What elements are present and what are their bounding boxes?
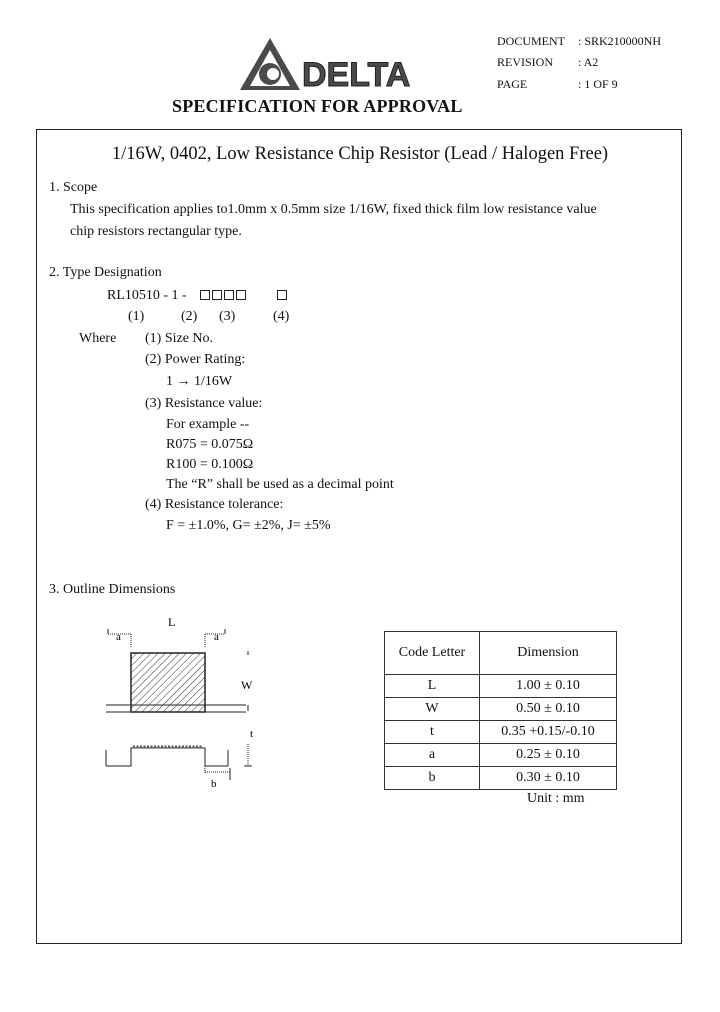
table-row — [385, 675, 617, 698]
where-label: Where — [79, 331, 117, 346]
table-header-code-letter: Code Letter — [385, 632, 480, 675]
table-cell-dimension: 0.30 ± 0.10 — [480, 767, 617, 790]
item-power-rating: (2) Power Rating: — [145, 352, 246, 367]
table-row — [385, 721, 617, 744]
code-box-2 — [212, 290, 222, 300]
item-power-value: 1 → 1/16W — [166, 374, 233, 389]
table-cell-code: b — [385, 767, 480, 790]
table-cell-dimension: 0.50 ± 0.10 — [480, 698, 617, 721]
label-a-left: a — [116, 631, 121, 643]
item-example-label: For example -- — [166, 417, 250, 432]
label-t: t — [250, 728, 254, 740]
table-row — [385, 744, 617, 767]
table-cell-code: W — [385, 698, 480, 721]
scope-line-2: chip resistors rectangular type. — [70, 224, 242, 239]
designation-code — [107, 288, 289, 304]
table-cell-dimension: 0.35 +0.15/-0.10 — [480, 721, 617, 744]
table-cell-code: L — [385, 675, 480, 698]
svg-text:DELTA: DELTA — [302, 56, 411, 92]
code-box-5 — [277, 290, 287, 300]
meta-document-key: DOCUMENT — [497, 34, 565, 48]
a-dimension-lines — [108, 629, 225, 648]
label-b: b — [211, 778, 217, 790]
item-decimal-note: The “R” shall be used as a decimal point — [166, 477, 394, 492]
meta-page-key: PAGE — [497, 77, 528, 91]
label-W: W — [241, 678, 253, 692]
top-view — [106, 653, 246, 712]
item-resistance-value: (3) Resistance value: — [145, 396, 263, 411]
table-row — [385, 767, 617, 790]
content-frame — [36, 129, 682, 944]
document-title: 1/16W, 0402, Low Resistance Chip Resistor (Lead / Halogen Free) — [111, 144, 609, 164]
unit-label: Unit : mm — [527, 791, 585, 806]
delta-logo — [236, 36, 416, 92]
table-row — [385, 698, 617, 721]
meta-page-value: : 1 OF 9 — [578, 77, 618, 91]
dimension-table — [384, 631, 617, 790]
designation-code-text: RL10510 - 1 - — [107, 288, 187, 303]
item-size-no: (1) Size No. — [145, 331, 214, 346]
marker-3: (3) — [219, 309, 236, 324]
item-tolerance-values: F = ±1.0%, G= ±2%, J= ±5% — [166, 518, 331, 533]
table-header-row — [385, 632, 617, 675]
marker-2: (2) — [181, 309, 198, 324]
table-cell-code: t — [385, 721, 480, 744]
marker-4: (4) — [273, 309, 290, 324]
designation-heading: 2. Type Designation — [49, 265, 162, 280]
meta-revision-key: REVISION — [497, 55, 553, 69]
scope-line-1: This specification applies to1.0mm x 0.5mm size 1/16W, fixed thick film low resistance value — [70, 202, 597, 217]
meta-revision-value: : A2 — [578, 55, 599, 69]
table-header-dimension: Dimension — [480, 632, 617, 675]
scope-heading: 1. Scope — [49, 180, 98, 195]
outline-drawing — [100, 612, 270, 792]
table-cell-dimension: 0.25 ± 0.10 — [480, 744, 617, 767]
table-cell-dimension: 1.00 ± 0.10 — [480, 675, 617, 698]
label-a-right: a — [214, 631, 219, 643]
item-example-r075: R075 = 0.075Ω — [166, 437, 254, 452]
label-L: L — [168, 615, 176, 629]
item-example-r100: R100 = 0.100Ω — [166, 457, 254, 472]
side-view — [106, 744, 252, 766]
meta-document-value: : SRK210000NH — [578, 34, 662, 48]
code-box-4 — [236, 290, 246, 300]
code-box-1 — [200, 290, 210, 300]
b-dimension-lines — [205, 766, 230, 780]
marker-1: (1) — [128, 309, 145, 324]
spec-title: SPECIFICATION FOR APPROVAL — [172, 96, 463, 116]
table-cell-code: a — [385, 744, 480, 767]
outline-heading: 3. Outline Dimensions — [49, 582, 176, 597]
item-tolerance: (4) Resistance tolerance: — [145, 497, 284, 512]
code-box-3 — [224, 290, 234, 300]
